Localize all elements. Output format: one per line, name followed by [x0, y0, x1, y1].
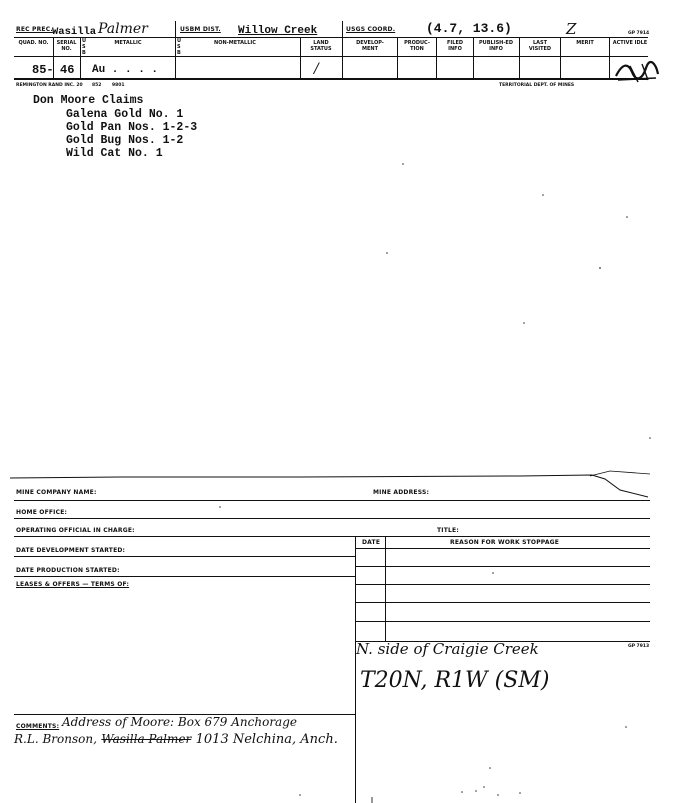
col-quad-no: QUAD. NO. — [18, 40, 49, 46]
usb-letter: B — [82, 50, 86, 56]
home-office-label: HOME OFFICE: — [16, 509, 68, 516]
usb-letter: B — [177, 50, 181, 56]
usbm-dist-value: Willow Creek — [238, 25, 318, 37]
imprint-number-1: 852 — [92, 83, 102, 88]
mine-address-label: MINE ADDRESS: — [373, 489, 430, 496]
date-production-started-label: DATE PRODUCTION STARTED: — [16, 567, 120, 574]
claim-item: Wild Cat No. 1 — [66, 147, 163, 160]
comments-name: R.L. Bronson, — [14, 732, 97, 746]
printer-imprint: REMINGTON RAND INC. 20 — [16, 83, 83, 88]
claim-item: Gold Bug Nos. 1-2 — [66, 134, 184, 147]
rule — [14, 500, 650, 501]
rule — [14, 576, 355, 577]
table-rule — [355, 566, 650, 567]
rec-prec-label: REC PREC. — [16, 26, 53, 33]
col-last-visited: LAST VISITED — [528, 40, 552, 52]
rec-prec-typed: Wasilla — [52, 26, 97, 38]
claims-title: Don Moore Claims — [33, 94, 144, 107]
location-note-creek: N. side of Craigie Creek — [356, 640, 539, 658]
comments-line-2 — [14, 730, 338, 748]
col-non-metallic: NON-METALLIC — [214, 40, 256, 46]
usb-letter: S — [82, 44, 86, 50]
table-rule — [355, 584, 650, 585]
usgs-coord-value: (4.7, 13.6) — [426, 21, 512, 36]
usb-letter: U — [82, 38, 87, 44]
rule — [14, 536, 650, 537]
col-published-info: PUBLISH-ED INFO — [478, 40, 513, 52]
table-rule — [355, 602, 650, 603]
date-column-header: DATE — [362, 539, 381, 546]
col-land-status: LAND STATUS — [310, 40, 332, 52]
leases-offers-label: LEASES & OFFERS — TERMS OF: — [16, 581, 130, 588]
location-note-township: T20N, R1W (SM) — [360, 668, 550, 693]
comments-struck-text: Wasilla Palmer — [101, 732, 192, 746]
form-code-top: GP 7914 — [628, 31, 650, 36]
form-code-lower: GP 7913 — [628, 644, 650, 649]
usb-letter: S — [177, 44, 181, 50]
mine-company-name-label: MINE COMPANY NAME: — [16, 489, 97, 496]
table-rule — [355, 621, 650, 622]
usb-letter: U — [177, 38, 182, 44]
table-divider — [355, 536, 356, 803]
row-metallic: Au . . . . — [92, 64, 159, 76]
torn-edge — [0, 470, 678, 500]
imprint-number-2: 9801 — [112, 83, 125, 88]
row-serial: 46 — [60, 63, 75, 77]
date-development-started-label: DATE DEVELOPMENT STARTED: — [16, 547, 126, 554]
handwritten-mark: Z — [566, 20, 577, 38]
comments-address: 1013 Nelchina, Anch. — [195, 732, 338, 747]
usbm-dist-label: USBM DIST. — [180, 26, 221, 33]
title-label: TITLE: — [437, 527, 459, 534]
usgs-coord-label: USGS COORD. — [346, 26, 396, 33]
rule — [14, 518, 650, 519]
comments-line-1: Address of Moore: Box 679 Anchorage — [62, 715, 297, 729]
claim-item: Gold Pan Nos. 1-2-3 — [66, 121, 198, 134]
col-production: PRODUC-TION — [404, 40, 430, 52]
col-merit: MERIT — [576, 40, 594, 46]
reason-column-header: REASON FOR WORK STOPPAGE — [450, 539, 560, 546]
operating-official-label: OPERATING OFFICIAL IN CHARGE: — [16, 527, 135, 534]
col-serial-no: SERIAL NO. — [56, 40, 77, 52]
row-quad: 85- — [32, 63, 54, 77]
rec-prec-handwritten: Palmer — [98, 21, 148, 37]
department-imprint: TERRITORIAL DEPT. OF MINES — [499, 83, 575, 88]
col-development: DEVELOP-MENT — [356, 40, 384, 52]
rule — [14, 556, 355, 557]
claim-item: Galena Gold No. 1 — [66, 108, 184, 121]
col-filed-info: FILED INFO — [446, 40, 464, 52]
comments-label: COMMENTS: — [16, 723, 60, 730]
row-land-status: / — [314, 61, 319, 77]
col-metallic: METALLIC — [114, 40, 142, 46]
table-divider — [385, 536, 386, 641]
col-active-idle: ACTIVE IDLE — [612, 40, 648, 46]
table-rule — [355, 548, 650, 549]
